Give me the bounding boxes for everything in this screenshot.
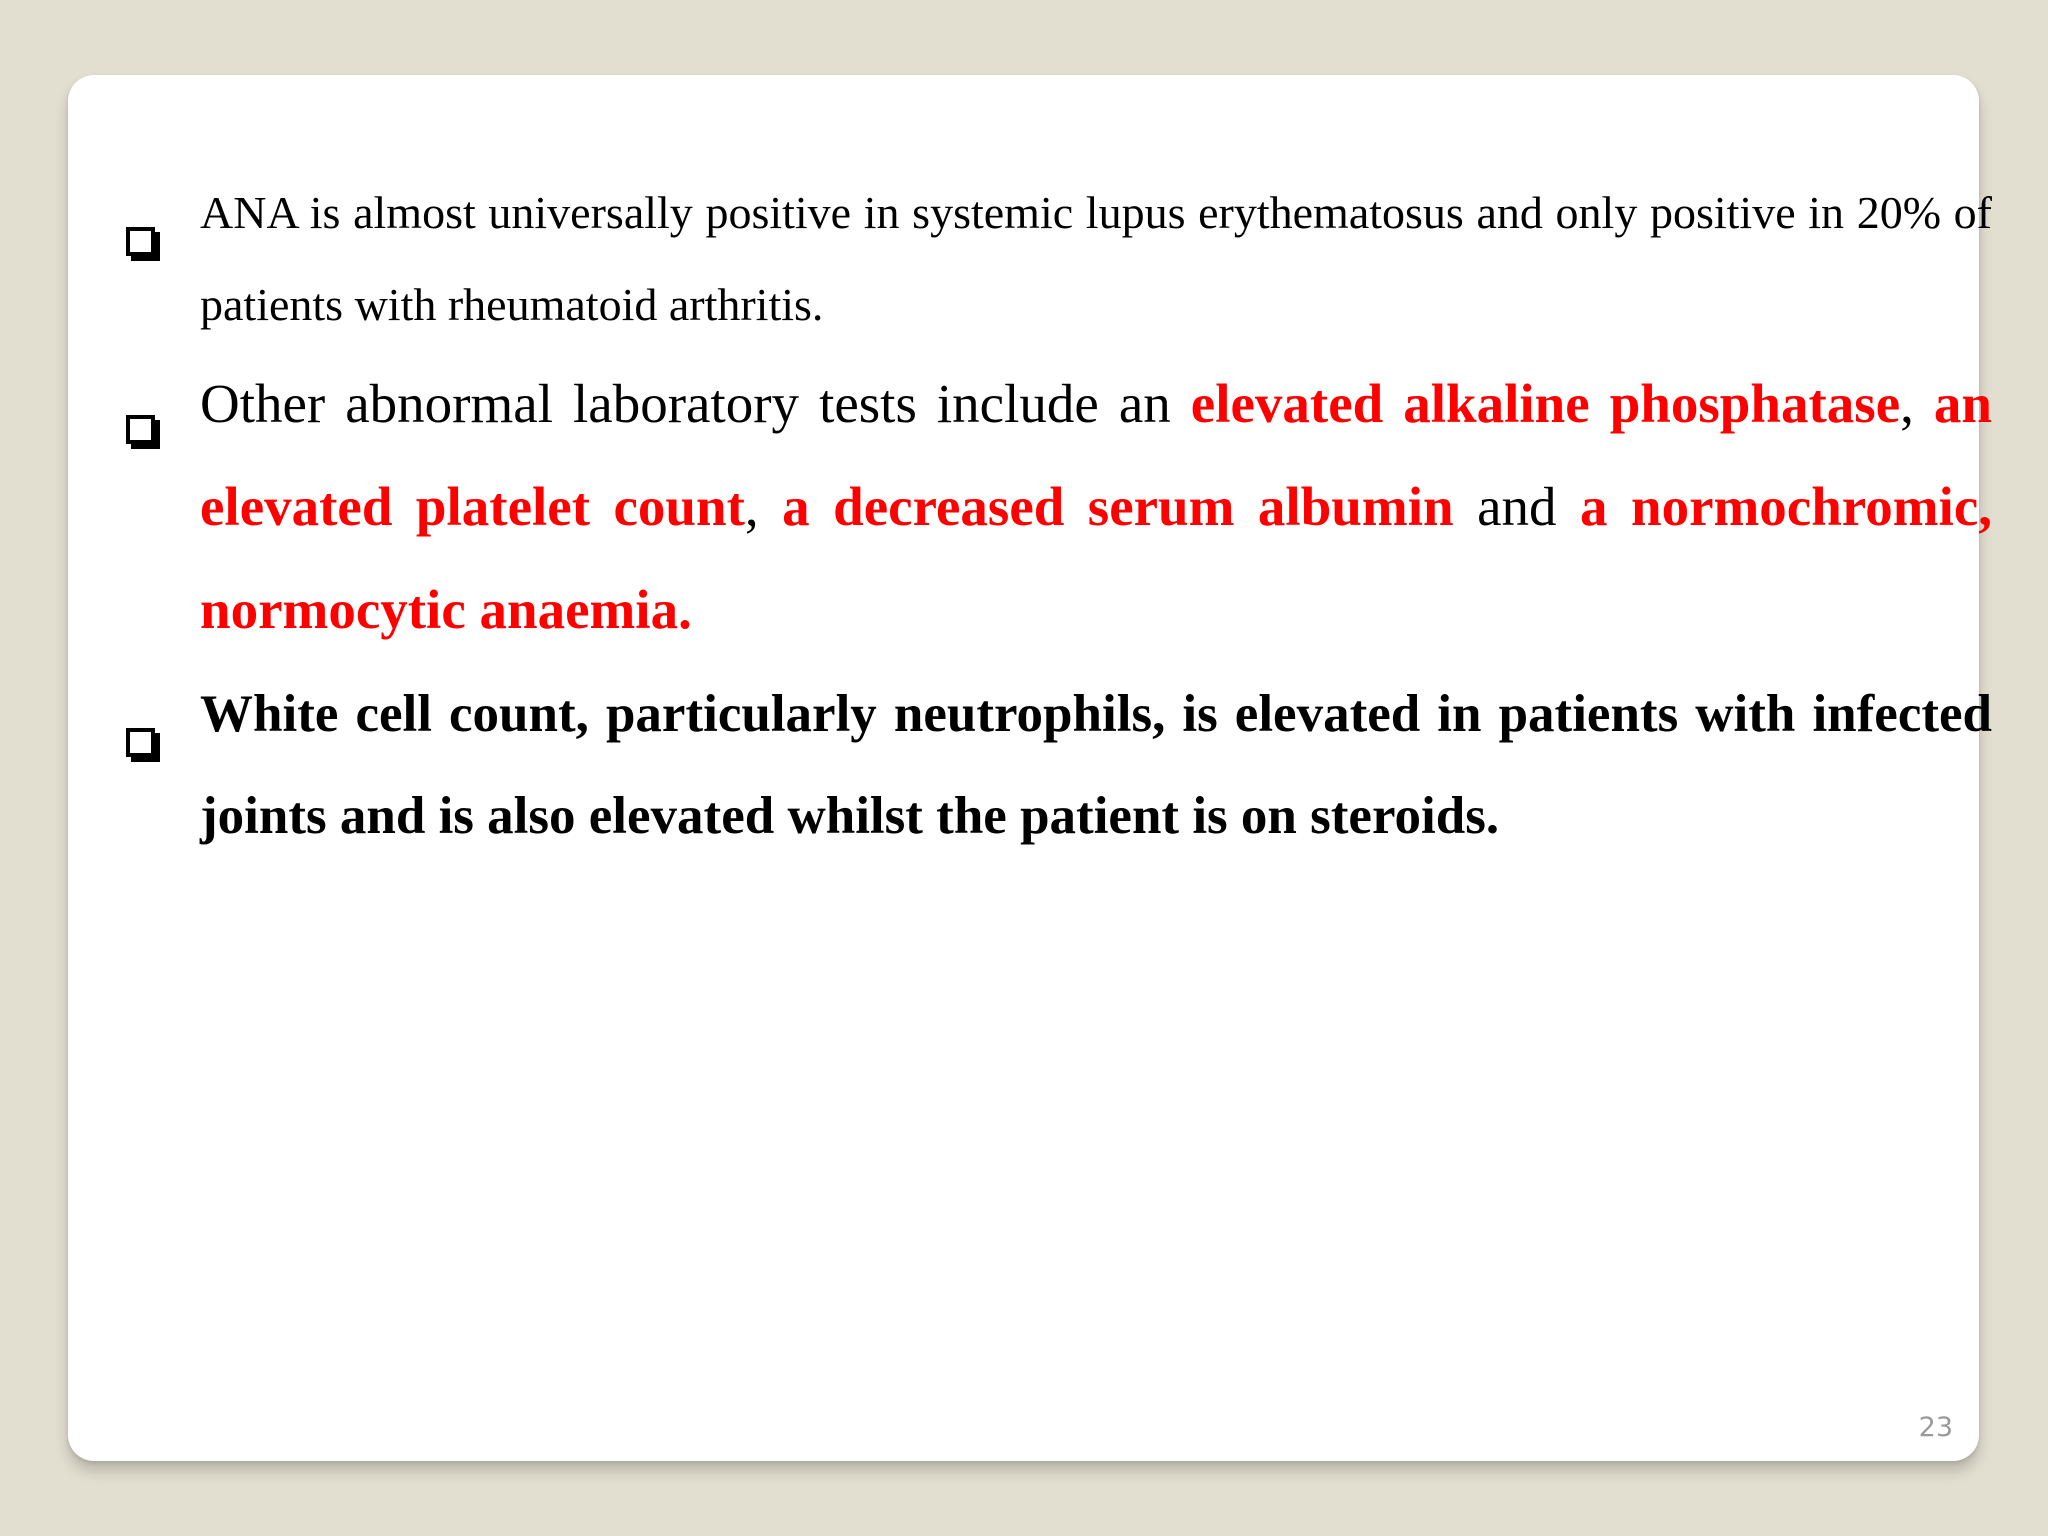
checkbox-icon — [126, 728, 155, 757]
checkbox-icon — [126, 227, 155, 256]
bullet-text-plain: Other abnormal laboratory tests include an — [200, 373, 1191, 434]
bullet-text — [200, 167, 1992, 351]
highlight-serum-albumin: a decreased serum albumin — [782, 476, 1454, 537]
highlight-platelet-count: an elevated platelet count — [200, 373, 1992, 537]
checkbox-icon — [126, 415, 155, 444]
bullet-text-plain: and — [1453, 476, 1580, 537]
bullet-text-plain: ANA is almost universally positive in systemic lupus erythematosus and only positive in 20% of patients with rheumatoid arthritis. — [200, 187, 1992, 330]
bullet-text — [200, 663, 1992, 867]
bullet-text-plain: White cell count, particularly neutrophils, is elevated in patients with infected joints and is also elevated whilst the patient is on steroids. — [200, 685, 1992, 845]
highlight-anaemia: a normochromic, normocytic anaemia. — [200, 476, 1992, 640]
bullet-text — [200, 352, 1992, 661]
page-number: 23 — [1918, 1412, 1953, 1443]
highlight-alkaline-phosphatase: elevated alkaline phosphatase — [1190, 373, 1901, 434]
bullet-text-plain: , — [744, 476, 783, 537]
bullet-text-plain: , — [1900, 373, 1934, 434]
slide — [68, 75, 1992, 1461]
